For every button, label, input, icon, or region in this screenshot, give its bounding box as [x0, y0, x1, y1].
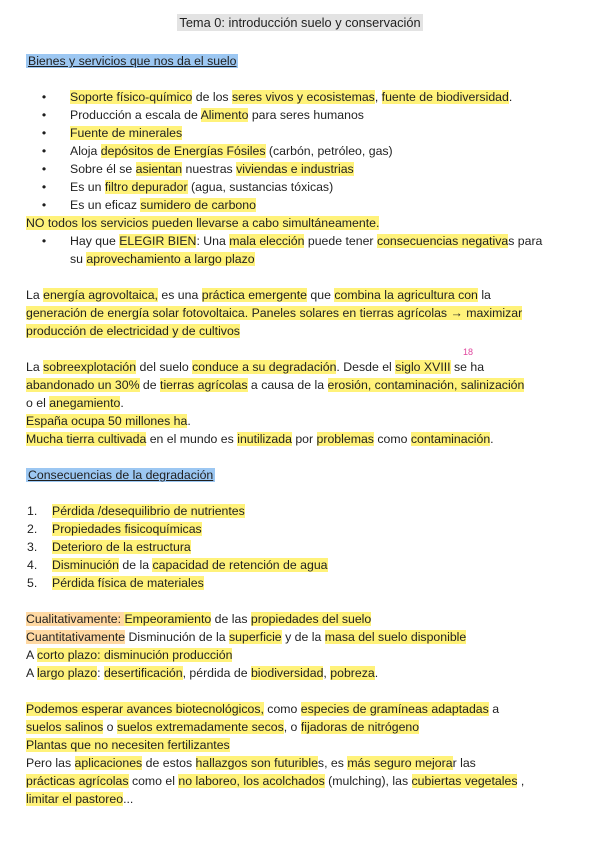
text-line: [26, 646, 232, 664]
text-run: Disminución de la: [125, 630, 230, 644]
text-run: de la: [118, 558, 153, 572]
highlighted-text: Alimento: [200, 108, 249, 122]
highlighted-text: aplicaciones: [74, 756, 143, 770]
highlighted-text: conduce a su degradación: [192, 360, 337, 374]
text-run: se ha: [450, 360, 485, 374]
text-run: ,: [374, 90, 382, 104]
text-run: .: [120, 396, 124, 410]
highlighted-text: energía agrovoltaica,: [43, 288, 158, 302]
highlighted-text: hallazgos son futurible: [195, 756, 318, 770]
highlighted-text: Pérdida /desequilibrio de nutrientes: [52, 504, 245, 518]
text-line: [26, 322, 240, 340]
highlighted-text: mala elección: [229, 234, 305, 248]
highlighted-text: aprovechamiento a largo plazo: [86, 252, 255, 266]
highlighted-text: combina la agricultura con: [334, 288, 478, 302]
text-run: su: [70, 252, 87, 266]
highlighted-text: sumidero de carbono: [140, 198, 256, 212]
text-run: A: [26, 666, 37, 680]
text-run: de las: [211, 612, 251, 626]
text-run: como: [373, 432, 411, 446]
highlighted-text: tierras agrícolas: [160, 378, 248, 392]
highlighted-text: capacidad de retención de agua: [152, 558, 328, 572]
text-line: [26, 736, 230, 754]
highlighted-text: fijadoras de nitrógeno: [300, 720, 420, 734]
highlighted-text: asientan: [135, 162, 183, 176]
bullet-dot: •: [41, 126, 47, 140]
text-line: [26, 772, 524, 790]
text-line: [26, 358, 484, 376]
list-number: 1.: [27, 504, 38, 518]
text-run: a: [488, 702, 500, 716]
highlighted-text: España ocupa 50 millones ha: [26, 414, 188, 428]
highlighted-text: largo plazo: [36, 666, 98, 680]
bullet-dot: •: [41, 108, 47, 122]
text-run: como el: [128, 774, 179, 788]
bullet-dot: •: [41, 198, 47, 212]
highlighted-text: generación de energía solar fotovoltaica. Paneles solares en tierras agrícolas → maximizar: [26, 306, 523, 320]
text-run: , o: [283, 720, 301, 734]
text-run: ...: [123, 792, 134, 806]
text-run: Es un eficaz: [70, 198, 141, 212]
text-run: de estos: [142, 756, 196, 770]
text-run: que: [307, 288, 335, 302]
highlighted-text: Plantas que no necesiten fertilizantes: [26, 738, 230, 752]
text-run: .: [490, 432, 494, 446]
highlighted-text: cubiertas vegetales: [411, 774, 518, 788]
highlighted-text: práctica emergente: [201, 288, 307, 302]
text-run: Aloja: [70, 144, 101, 158]
highlighted-text: fuente de biodiversidad: [381, 90, 509, 104]
text-run: Sobre él se: [70, 162, 136, 176]
highlighted-text: NO todos los servicios pueden llevarse a cabo simultáneamente.: [26, 216, 380, 230]
text-run: s para: [508, 234, 543, 248]
highlighted-text: problemas: [316, 432, 374, 446]
highlighted-text: abandonado un 30%: [26, 378, 140, 392]
text-run: Producción a escala de: [70, 108, 201, 122]
text-run: .: [187, 414, 191, 428]
text-run: o el: [26, 396, 50, 410]
highlighted-text: contaminación: [410, 432, 491, 446]
text-run: .: [374, 666, 379, 680]
section-heading-bienes: [26, 52, 238, 70]
highlighted-text: desertificación: [103, 666, 183, 680]
highlighted-text: Fuente de minerales: [70, 126, 183, 140]
text-line: [70, 106, 364, 124]
text-run: puede tener: [304, 234, 377, 248]
text-line: [26, 376, 524, 394]
highlighted-text: producción de electricidad y de cultivos: [26, 324, 240, 338]
highlighted-text: Mucha tierra cultivada: [26, 432, 147, 446]
highlighted-text: viviendas e industrias: [236, 162, 354, 176]
text-line: [26, 718, 419, 736]
highlighted-text: biodiversidad: [250, 666, 324, 680]
highlighted-text: pobreza: [330, 666, 375, 680]
text-line: [52, 574, 204, 592]
highlighted-text: superficie: [229, 630, 282, 644]
page-title: Tema 0: introducción suelo y conservación: [179, 15, 421, 30]
text-run: La: [26, 288, 44, 302]
text-line: [70, 232, 542, 250]
text-line: [26, 304, 522, 322]
text-line: [26, 628, 466, 646]
bullet-dot: •: [41, 90, 47, 104]
highlighted-text: corto plazo: disminución producción: [36, 648, 233, 662]
text-run: A: [26, 648, 37, 662]
highlighted-text: Cualitativamente:: [26, 612, 125, 626]
text-run: La: [26, 360, 44, 374]
text-line: [52, 556, 328, 574]
text-line: [26, 412, 191, 430]
bullet-dot: •: [41, 180, 47, 194]
text-line: [52, 520, 202, 538]
heading-text: Bienes y servicios que nos da el suelo: [28, 54, 237, 68]
highlighted-text: erosión, contaminación, salinización: [327, 378, 525, 392]
text-run: o: [103, 720, 117, 734]
text-run: r las: [452, 756, 476, 770]
text-run: (mulching), las: [324, 774, 412, 788]
highlighted-text: propiedades del suelo: [250, 612, 372, 626]
text-line: [26, 286, 491, 304]
highlighted-text: siglo XVIII: [395, 360, 451, 374]
text-run: del suelo: [136, 360, 193, 374]
text-run: es una: [157, 288, 202, 302]
highlighted-text: no laboreo, los acolchados: [178, 774, 325, 788]
heading-text: Consecuencias de la degradación: [28, 468, 214, 482]
list-number: 2.: [27, 522, 38, 536]
text-line: [26, 700, 499, 718]
highlighted-text: especies de gramíneas adaptadas: [300, 702, 489, 716]
text-run: nuestras: [182, 162, 237, 176]
list-number: 4.: [27, 558, 38, 572]
highlighted-text: más seguro mejora: [347, 756, 453, 770]
text-run: Pero las: [26, 756, 75, 770]
highlighted-text: Cuantitativamente: [26, 630, 126, 644]
text-run: la: [477, 288, 491, 302]
text-line: [26, 754, 476, 772]
text-line: [70, 88, 512, 106]
highlighted-text: depósitos de Energías Fósiles: [100, 144, 266, 158]
text-run: de los: [192, 90, 232, 104]
text-line: [70, 160, 354, 178]
highlighted-text: masa del suelo disponible: [324, 630, 467, 644]
text-run: para seres humanos: [248, 108, 364, 122]
text-run: a causa de la: [247, 378, 328, 392]
section-heading-consecuencias: [26, 466, 215, 484]
highlighted-text: sobreexplotación: [43, 360, 137, 374]
text-line: [52, 502, 245, 520]
highlighted-text: Deterioro de la estructura: [52, 540, 191, 554]
list-number: 5.: [27, 576, 38, 590]
text-line: [70, 124, 182, 142]
highlighted-text: ELEGIR BIEN: [119, 234, 197, 248]
text-run: : Una: [196, 234, 230, 248]
highlighted-text: prácticas agrícolas: [26, 774, 129, 788]
bullet-dot: •: [41, 234, 47, 248]
list-number: 3.: [27, 540, 38, 554]
handwritten-annotation: 18: [463, 347, 474, 357]
text-line: [52, 538, 191, 556]
bullet-dot: •: [41, 162, 47, 176]
highlighted-text: anegamiento: [49, 396, 121, 410]
highlighted-text: limitar el pastoreo: [26, 792, 124, 806]
highlighted-text: Disminución: [52, 558, 119, 572]
text-run: (agua, sustancias tóxicas): [187, 180, 334, 194]
highlighted-text: Soporte físico-químico: [70, 90, 193, 104]
highlighted-text: Propiedades fisicoquímicas: [52, 522, 202, 536]
text-run: y de la: [281, 630, 325, 644]
text-line: [26, 214, 379, 232]
text-line: [70, 250, 255, 268]
text-run: .: [508, 90, 513, 104]
highlighted-text: consecuencias negativa: [376, 234, 509, 248]
highlighted-text: suelos salinos: [26, 720, 104, 734]
text-run: como: [263, 702, 301, 716]
highlighted-text: inutilizada: [237, 432, 292, 446]
text-line: [70, 196, 256, 214]
text-run: de: [139, 378, 161, 392]
highlighted-text: suelos extremadamente secos: [116, 720, 284, 734]
text-run: . Desde el: [336, 360, 396, 374]
text-line: [70, 178, 333, 196]
text-run: ,: [323, 666, 331, 680]
text-run: ,: [517, 774, 525, 788]
text-line: [26, 394, 124, 412]
highlighted-text: Empeoramiento: [124, 612, 212, 626]
text-run: (carbón, petróleo, gas): [265, 144, 393, 158]
title-row: [0, 15, 600, 30]
highlighted-text: Podemos esperar avances biotecnológicos,: [26, 702, 264, 716]
text-line: [26, 664, 378, 682]
text-run: en el mundo es: [146, 432, 238, 446]
text-line: [26, 790, 133, 808]
highlighted-text: seres vivos y ecosistemas: [232, 90, 375, 104]
text-run: Hay que: [70, 234, 120, 248]
text-line: [26, 610, 371, 628]
text-run: s, es: [317, 756, 348, 770]
text-run: por: [291, 432, 317, 446]
text-run: :: [97, 666, 104, 680]
bullet-dot: •: [41, 144, 47, 158]
text-run: , pérdida de: [182, 666, 251, 680]
text-line: [70, 142, 393, 160]
highlighted-text: Pérdida física de materiales: [52, 576, 204, 590]
text-line: [26, 430, 494, 448]
highlighted-text: filtro depurador: [104, 180, 188, 194]
text-run: Es un: [70, 180, 105, 194]
